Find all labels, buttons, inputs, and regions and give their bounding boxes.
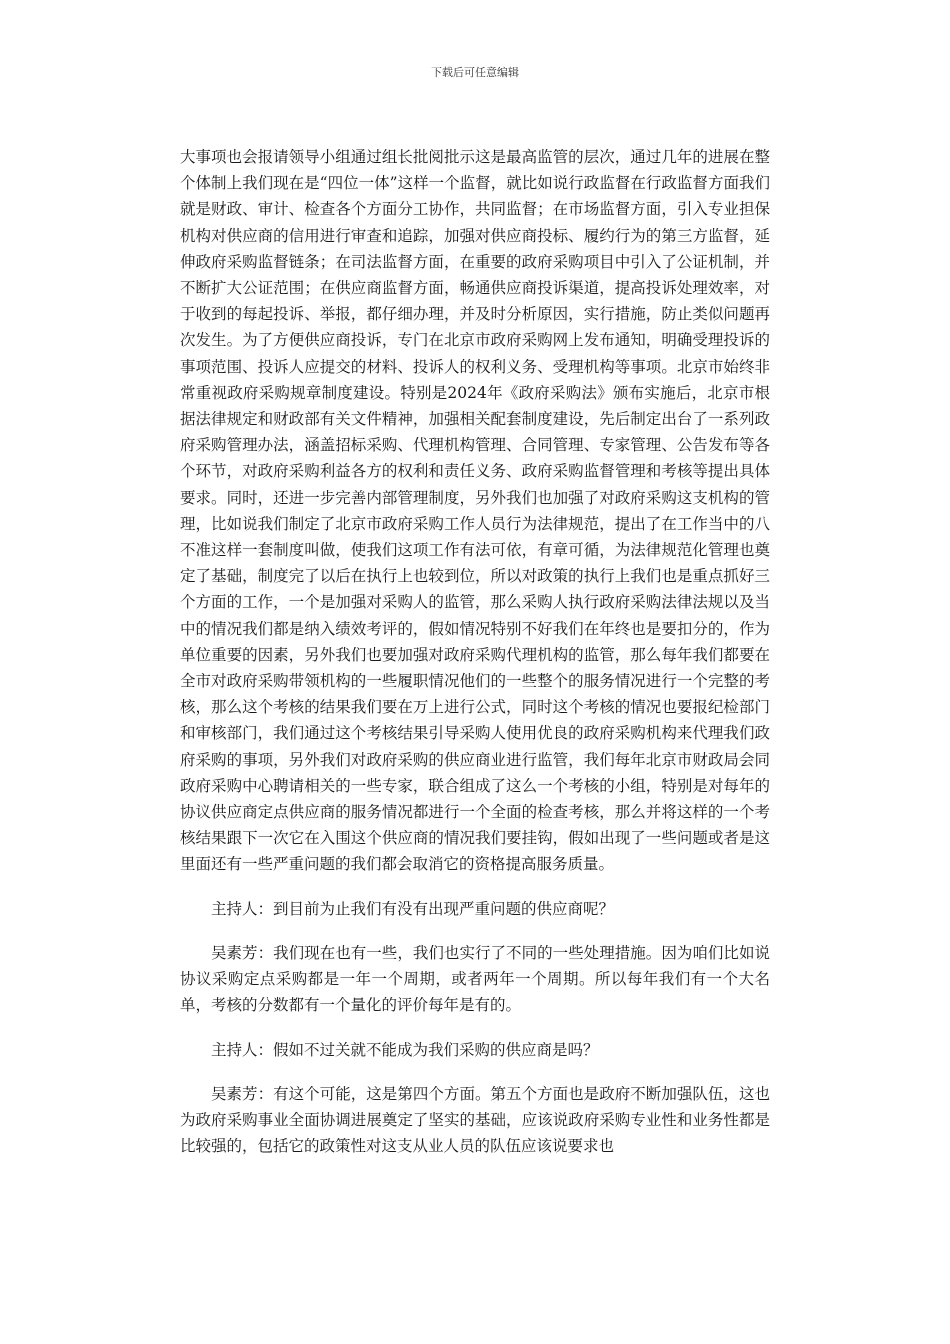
answer-paragraph-1: 吴素芳：我们现在也有一些，我们也实行了不同的一些处理措施。因为咱们比如说协议采购定点采购都是一年一个周期，或者两年一个周期。所以每年我们有一个大名单，考核的分数都有一个量化的评价每年是有的。 [180,943,770,1015]
answer-paragraph-2: 吴素芳：有这个可能，这是第四个方面。第五个方面也是政府不断加强队伍，这也为政府采购事业全面协调进展奠定了坚实的基础，应该说政府采购专业性和业务性都是比较强的，包括它的政策性对这支从业人员的队伍应该说要求也 [180,1084,770,1156]
host-question-2: 主持人：假如不过关就不能成为我们采购的供应商是吗？ [211,1040,599,1059]
document-body [180,144,770,1159]
body-paragraph-1: 大事项也会报请领导小组通过组长批阅批示这是最高监管的层次，通过几年的进展在整个体制上我们现在是“四位一体”这样一个监督，就比如说行政监督在行政监督方面我们就是财政、审计、检查各个方面分工协作，共同监督；在市场监督方面，引入专业担保机构对供应商的信用进行审查和追踪，加强对供应商投标、履约行为的第三方监督，延伸政府采购监督链条；在司法监督方面，在重要的政府采购项目中引入了公证机制，并不断扩大公证范围；在供应商监督方面，畅通供应商投诉渠道，提高投诉处理效率，对于收到的每起投诉、举报，都仔细办理，并及时分析原因，实行措施，防止类似问题再次发生。为了方便供应商投诉，专门在北京市政府采购网上发布通知，明确受理投诉的事项范围、投诉人应提交的材料、投诉人的权利义务、受理机构等事项。北京市始终非常重视政府采购规章制度建设。特别是2024年《政府采购法》颁布实施后，北京市根据法律规定和财政部有关文件精神，加强相关配套制度建设，先后制定出台了一系列政府采购管理办法，涵盖招标采购、代理机构管理、合同管理、专家管理、公告发布等各个环节，对政府采购利益各方的权利和责任义务、政府采购监督管理和考核等提出具体要求。同时，还进一步完善内部管理制度，另外我们也加强了对政府采购这支机构的管理，比如说我们制定了北京市政府采购工作人员行为法律规范，提出了在工作当中的八不准这样一套制度叫做，使我们这项工作有法可依，有章可循，为法律规范化管理也奠定了基础，制度完了以后在执行上也较到位，所以对政策的执行上我们也是重点抓好三个方面的工作，一个是加强对采购人的监管，那么采购人执行政府采购法律法规以及当中的情况我们都是纳入绩效考评的，假如情况特别不好我们在年终也是要扣分的，作为单位重要的因素，另外我们也要加强对政府采购代理机构的监管，那么每年我们都要在全市对政府采购带领机构的一些履职情况他们的一些整个的服务情况进行一个完整的考核，那么这个考核的结果我们要在万上进行公式，同时这个考核的情况也要报纪检部门和审核部门，我们通过这个考核结果引导采购人使用优良的政府采购机构来代理我们政府采购的事项，另外我们对政府采购的供应商业进行监管，我们每年北京市财政局会同政府采购中心聘请相关的一些专家，联合组成了这么一个考核的小组，特别是对每年的协议供应商定点供应商的服务情况都进行一个全面的检查考核，那么并将这样的一个考核结果跟下一次它在入围这个供应商的情况我们要挂钩，假如出现了一些问题或者是这里面还有一些严重问题的我们都会取消它的资格提高服务质量。 [180,148,770,874]
page-header: 下载后可任意编辑 [431,66,519,79]
host-question-1: 主持人：到目前为止我们有没有出现严重问题的供应商呢？ [211,899,615,918]
